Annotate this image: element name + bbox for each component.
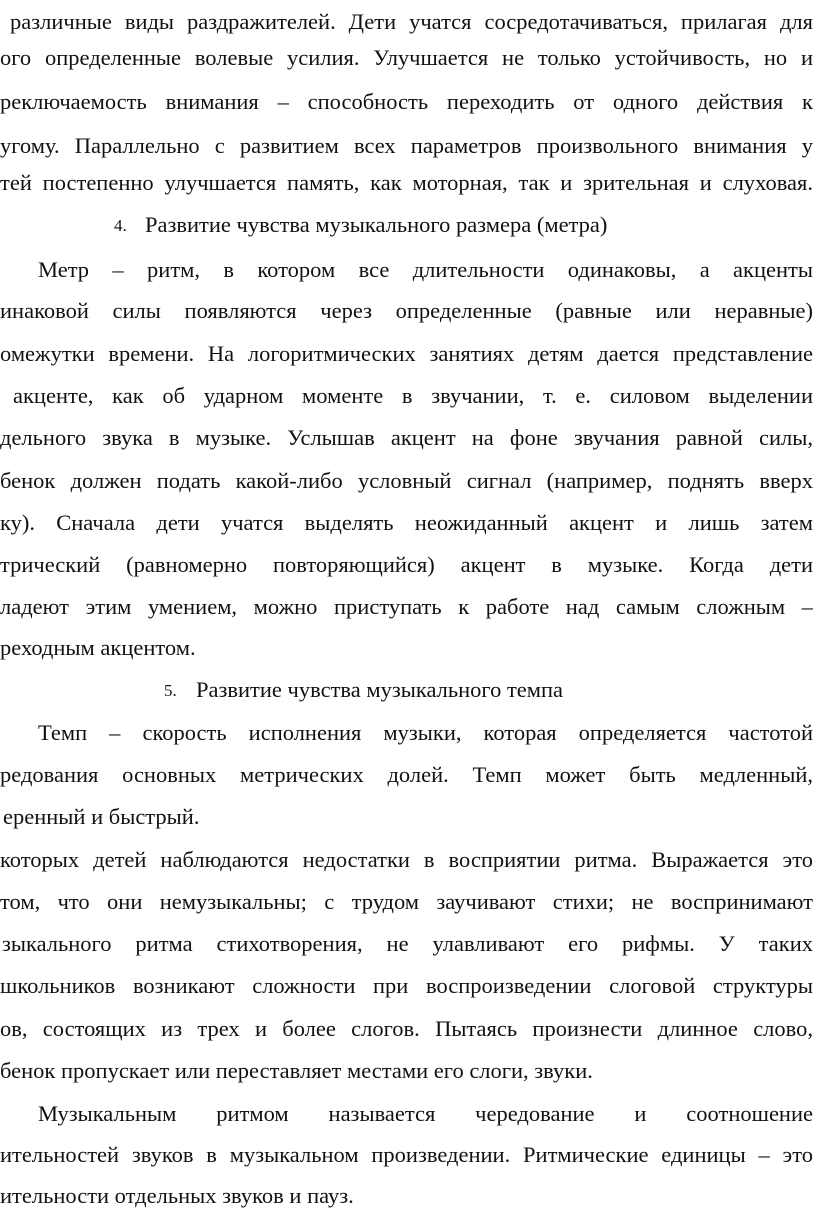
text-line: ку). Сначала дети учатся выделять неожиданный акцент и лишь затем [0, 510, 813, 535]
text-line: реключаемость внимания – способность переходить от одного действия к [0, 89, 813, 114]
text-line: тей постепенно улучшается память, как моторная, так и зрительная и слуховая. [0, 170, 813, 195]
text-line: бенок пропускает или переставляет местами его слоги, звуки. [0, 1058, 593, 1083]
text-line: Музыкальным ритмом называется чередование и соотношение [38, 1101, 813, 1126]
text-line: Метр – ритм, в котором все длительности одинаковы, а акценты [38, 257, 813, 282]
text-line: еренный и быстрый. [3, 804, 200, 829]
text-line: инаковой силы появляются через определенные (равные или неравные) [0, 298, 813, 323]
text-line: ительности отдельных звуков и пауз. [0, 1183, 354, 1208]
text-line: том, что они немузыкальны; с трудом заучивают стихи; не воспринимают [0, 889, 813, 914]
text-line: различные виды раздражителей. Дети учатся сосредотачиваться, прилагая для [10, 9, 813, 34]
text-line: омежутки времени. На логоритмических занятиях детям дается представление [0, 341, 813, 366]
text-line: бенок должен подать какой-либо условный сигнал (например, поднять вверх [0, 468, 813, 493]
text-line: которых детей наблюдаются недостатки в восприятии ритма. Выражается это [0, 847, 813, 872]
text-line: ительностей звуков в музыкальном произведении. Ритмические единицы – это [0, 1142, 813, 1167]
section-heading: Развитие чувства музыкального размера (метра) [145, 212, 608, 237]
text-line: дельного звука в музыке. Услышав акцент на фоне звучания равной силы, [0, 425, 813, 450]
section-number: 4. [114, 216, 127, 235]
text-line: трический (равномерно повторяющийся) акцент в музыке. Когда дети [0, 552, 813, 577]
text-line: редования основных метрических долей. Темп может быть медленный, [0, 762, 813, 787]
text-line: зыкального ритма стихотворения, не улавливают его рифмы. У таких [2, 931, 813, 956]
text-line: акценте, как об ударном моменте в звучании, т. е. силовом выделении [13, 383, 813, 408]
text-line: ого определенные волевые усилия. Улучшается не только устойчивость, но и [0, 45, 813, 70]
text-line: школьников возникают сложности при воспроизведении слоговой структуры [0, 973, 813, 998]
text-line: ов, состоящих из трех и более слогов. Пытаясь произнести длинное слово, [0, 1016, 813, 1041]
text-line: угому. Параллельно с развитием всех параметров произвольного внимания у [0, 133, 813, 158]
section-number: 5. [164, 681, 177, 700]
text-line: Темп – скорость исполнения музыки, которая определяется частотой [38, 720, 813, 745]
text-line: ладеют этим умением, можно приступать к работе над самым сложным – [0, 594, 813, 619]
text-line: реходным акцентом. [0, 635, 196, 660]
section-heading: Развитие чувства музыкального темпа [196, 677, 564, 702]
